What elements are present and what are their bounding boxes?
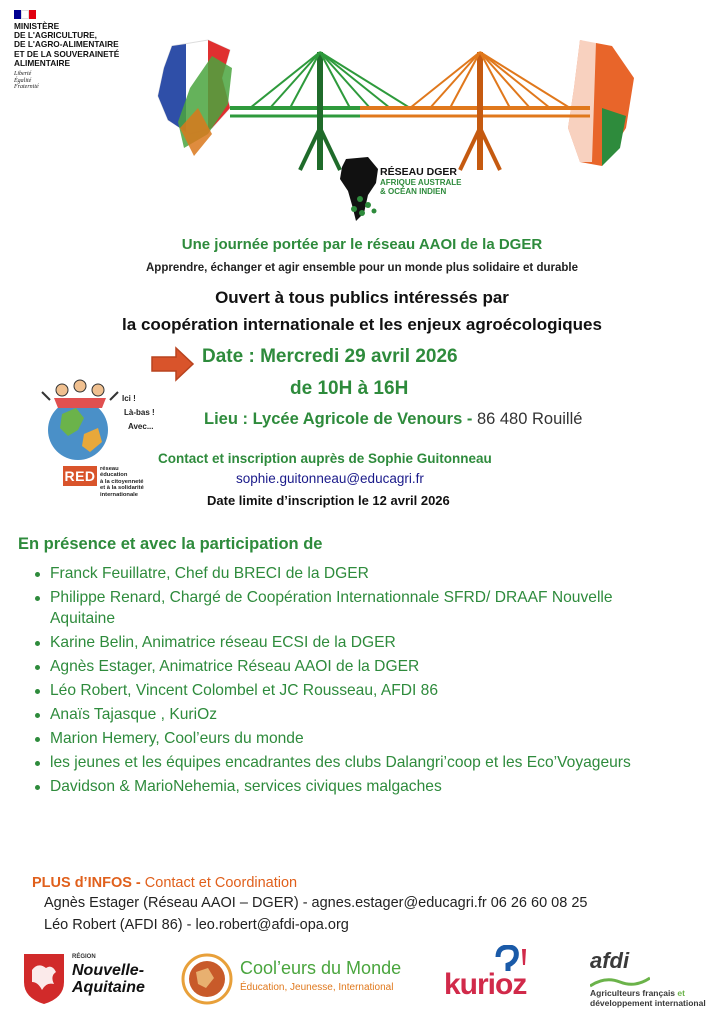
republic-motto: Liberté Égalité Fraternité (14, 71, 39, 91)
ministry-name: MINISTÈRE DE L'AGRICULTURE, DE L'AGRO-ALIMENTAIRE ET DE LA SOUVERAINETÉ ALIMENTAIRE (14, 21, 120, 68)
kurioz-logo: kurioz (442, 945, 562, 1005)
info-contact-2: Léo Robert (AFDI 86) - leo.robert@afdi-opa.org (44, 917, 349, 933)
coolleurs-du-monde-logo: Cool’eurs du Monde Éducation, Jeunesse, International (180, 948, 420, 1010)
contact-email-link[interactable]: sophie.guitonneau@educagri.fr (236, 471, 424, 486)
more-info-heading: PLUS d’INFOS - Contact et Coordination (32, 875, 298, 891)
ministry-logo (14, 10, 144, 91)
france-map-icon (158, 40, 232, 156)
event-place: Lieu : Lycée Agricole de Venours - 86 480 Rouillé (204, 410, 583, 428)
audience-line-2: la coopération internationale et les enjeux agroécologiques (122, 315, 602, 334)
afdi-logo: afdi Agriculteurs français et développement international (590, 948, 706, 1008)
participants-list (34, 564, 674, 801)
list-item: Philippe Renard, Chargé de Coopération Internationnale SFRD/ DRAAF Nouvelle Aquitaine (34, 588, 674, 629)
green-bridge-icon (230, 52, 480, 170)
audience-line-1: Ouvert à tous publics intéressés par (215, 288, 509, 307)
madagascar-map-icon (568, 40, 634, 166)
africa-map-icon (338, 155, 382, 225)
list-item: Anaïs Tajasque , KuriOz (34, 705, 674, 726)
region-shield-icon (22, 952, 66, 1006)
reseau-subtitle: AFRIQUE AUSTRALE & OCÉAN INDIEN (380, 178, 462, 196)
subtitle: Apprendre, échanger et agir ensemble pour un monde plus solidaire et durable (146, 262, 578, 274)
registration-deadline: Date limite d’inscription le 12 avril 2026 (207, 493, 450, 508)
reseau-dger-logo (338, 155, 488, 225)
list-item: Léo Robert, Vincent Colombel et JC Rousseau, AFDI 86 (34, 681, 674, 702)
bridge-banner-illustration (150, 38, 640, 173)
nouvelle-aquitaine-logo: RÉGION Nouvelle- Aquitaine (22, 948, 170, 1010)
list-item: Marion Hemery, Cool’eurs du monde (34, 729, 674, 750)
globe-icon (180, 952, 234, 1006)
red-description: réseau éducation à la citoyenneté et à la solidarité internationale (100, 466, 144, 498)
participants-title: En présence et avec la participation de (18, 535, 323, 553)
event-date: Date : Mercredi 29 avril 2026 (202, 346, 458, 367)
list-item: Karine Belin, Animatrice réseau ECSI de la DGER (34, 633, 674, 654)
list-item: Franck Feuillatre, Chef du BRECI de la DGER (34, 564, 674, 585)
tagline: Une journée portée par le réseau AAOI de la DGER (181, 236, 543, 253)
reseau-title: RÉSEAU DGER (380, 166, 458, 178)
contact-label: Contact et inscription auprès de Sophie Guitonneau (158, 451, 492, 466)
children-globe-icon (40, 378, 120, 470)
orange-bridge-icon (360, 52, 590, 170)
red-network-logo: Ici ! Là-bas ! Avec... RED réseau éducation à la citoyenneté et à la solidarité internationale (40, 378, 170, 508)
list-item: les jeunes et les équipes encadrantes des clubs Dalangri’coop et les Eco’Voyageurs (34, 753, 674, 774)
list-item: Davidson & MarioNehemia, services civiques malgaches (34, 777, 674, 798)
info-contact-1: Agnès Estager (Réseau AAOI – DGER) - agnes.estager@educagri.fr 06 26 60 08 25 (44, 895, 588, 911)
list-item: Agnès Estager, Animatrice Réseau AAOI de la DGER (34, 657, 674, 678)
red-acronym: RED (64, 468, 96, 484)
event-time: de 10H à 16H (290, 378, 409, 399)
french-flag-icon (14, 10, 36, 19)
